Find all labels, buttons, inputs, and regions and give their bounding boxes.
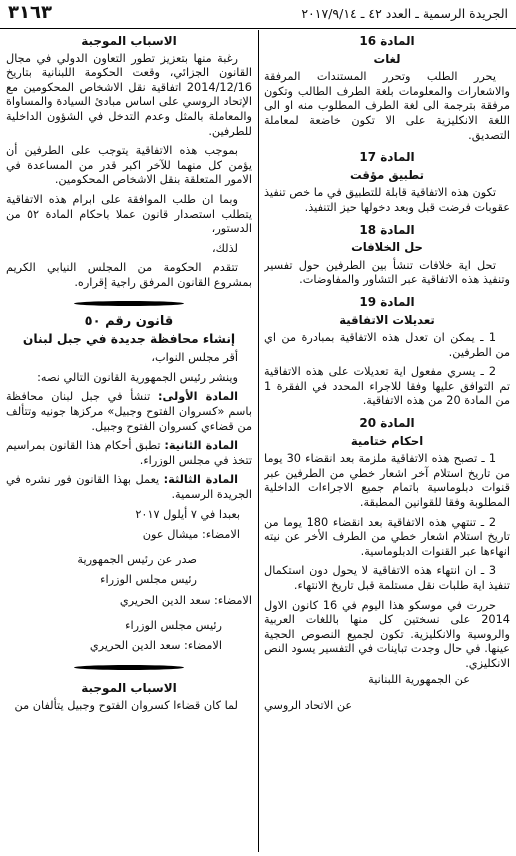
reasons-para-5: تتقدم الحكومة من المجلس النيابي الكريم بمشروع القانون المرفق راجية إقراره. <box>6 261 252 289</box>
reasons-para-1: رغبة منها بتعزيز تطور التعاون الدولي في مجال القانون الجزائي، وقعت الحكومة اللبنانية بتاريخ 2014/12/16 اتفاقية نقل الاشخاص المحكومين مع الإتحاد الروسي على اساس مبادئ السيادة والمساواة والمعاملة بالمثل وعدم التدخل في الشؤون الداخلية للطرفين. <box>6 51 252 138</box>
reasons2-para-1: لما كان قضاءا كسروان الفتوح وجبيل يتألفان من <box>14 698 238 712</box>
article-20-para-4: حررت في موسكو هذا اليوم في 16 كانون الاول 2014 على نسختين كل منها باللغات العربية والروسية والانكليزية. تكون لجميع النصوص الحجية عينها. في حال وجدت تباينات في التفسير يسود النص الانكليزي. <box>264 598 510 670</box>
signature-president: الامضاء: ميشال عون <box>142 528 240 542</box>
article-1-text: تنشأ في جبل لبنان محافظة باسم «كسروان الفتوح وجبيل» مركزها جونيه وتتألف من قضاءي كسروان الفتوح وجبيل. <box>6 390 252 433</box>
reasons-para-4: لذلك، <box>212 241 238 255</box>
enactment-line-1: أقر مجلس النواب، <box>151 351 238 365</box>
signature-pm-1: الامضاء: سعد الدين الحريري <box>119 594 252 607</box>
article-16-subtitle: لغات <box>373 51 401 66</box>
article-20-para-1: 1 ـ تصبح هذه الاتفاقية ملزمة بعد انقضاء 30 يوما من تاريخ استلام آخر اشعار خطي من الطرفين عبر قنوات دبلوماسية باتمام جميع الاجراءات الداخلية المطلوبة وفقا للقوانين المطبقة. <box>264 452 510 510</box>
reasons-title: الاسباب الموجبة <box>81 34 177 48</box>
article-2 <box>6 439 252 468</box>
article-2-label: المادة الثانية: <box>164 439 238 453</box>
reasons-title-2: الاسباب الموجبة <box>81 681 177 696</box>
law-number: قانون رقم ٥٠ <box>84 314 174 330</box>
article-3-label: المادة الثالثة: <box>163 473 238 487</box>
article-19-subtitle: تعديلات الاتفاقية <box>339 312 435 327</box>
date-line: بعبدا في ٧ أيلول ٢٠١٧ <box>135 507 240 521</box>
article-20-para-2: 2 ـ تنتهي هذه الاتفاقية بعد انقضاء 180 يوما من تاريخ استلام اشعار خطي من الطرف الأخر عن نيته انهاءها عبر القنوات الدبلوماسية. <box>264 515 510 558</box>
article-19-para-1: 1 ـ يمكن ان تعدل هذه الاتفاقية بمبادرة من اي من الطرفين. <box>264 331 510 359</box>
article-16-text: يحرر الطلب وتحرر المستندات المرفقة والاشعارات والمعلومات بلغة الطرف الطالب وتكون مرفقة بترجمة الى لغة الطرف المطلوب منه او الى اللغة الانكليزية على الا تكون خاضعة لمعاملة التصديق. <box>264 70 510 142</box>
section-divider-2 <box>6 660 252 675</box>
reasons-para-3: وبما ان طلب الموافقة على ابرام هذه الاتفاقية يتطلب استصدار قانون عملا باحكام المادة ٥٢ من الدستور، <box>6 192 252 236</box>
article-3 <box>6 473 252 502</box>
right-column <box>264 32 510 852</box>
article-3-text: يعمل بهذا القانون فور نشره في الجريدة الرسمية. <box>6 473 252 502</box>
article-18-text: تحل اية خلافات تنشأ بين الطرفين حول تفسير وتنفيذ هذه الاتفاقية عبر التشاور والمفاوضات. <box>264 258 510 287</box>
article-1 <box>6 390 252 434</box>
article-20-title: المادة 20 <box>359 416 415 431</box>
issued-by-president: صدر عن رئيس الجمهورية <box>77 552 197 566</box>
law-title: إنشاء محافظة جديدة في جبل لبنان <box>22 331 236 346</box>
left-column <box>6 32 252 852</box>
article-19-title: المادة 19 <box>359 294 415 309</box>
signature-pm-2: الامضاء: سعد الدين الحريري <box>89 639 222 653</box>
column-divider <box>258 30 259 852</box>
article-1-label: المادة الأولى: <box>158 390 238 404</box>
article-20-subtitle: احكام ختامية <box>350 433 424 448</box>
page-number: ٣١٦٣ <box>8 2 52 23</box>
article-16-title: المادة 16 <box>359 34 415 48</box>
signature-russia: عن الاتحاد الروسي <box>264 699 353 713</box>
article-17-text: تكون هذه الاتفاقية قابلة للتطبيق في ما خص تنفيذ عقوبات فرضت قبل وبعد دخولها حيز التنفيذ. <box>264 186 510 214</box>
article-20-para-3: 3 ـ ان انتهاء هذه الاتفاقية لا يحول دون استكمال تنفيذ اية طلبات نقل مستلمة قبل تاريخ الانتهاء. <box>264 564 510 592</box>
article-2-text: تطبق أحكام هذا القانون بمراسيم تتخذ في مجلس الوزراء. <box>6 439 252 467</box>
signature-lebanon: عن الجمهورية اللبنانية <box>368 672 470 686</box>
article-18-title: المادة 18 <box>359 222 415 237</box>
section-divider <box>6 296 252 311</box>
article-18-subtitle: حل الخلافات <box>351 240 423 255</box>
article-17-subtitle: تطبيق مؤقت <box>350 167 424 182</box>
page-header <box>0 0 516 29</box>
enactment-line-2: وينشر رئيس الجمهورية القانون التالي نصه: <box>37 370 238 384</box>
article-19-para-2: 2 ـ يسري مفعول اية تعديلات على هذه الاتفاقية تم التوافق عليها وفقا للاجراء المحدد في الفقرة 1 من المادة 20 من هذه الاتفاقية. <box>264 365 510 408</box>
pm-title-2: رئيس مجلس الوزراء <box>125 618 222 632</box>
reasons-para-2: بموجب هذه الاتفاقية يتوجب على الطرفين أن يؤمن كل منهما للآخر اكبر قدر من المساعدة في الامور المتعلقة بنقل الاشخاص المحكومين. <box>6 144 252 187</box>
article-17-title: المادة 17 <box>359 150 415 165</box>
pm-title-1: رئيس مجلس الوزراء <box>100 573 197 587</box>
running-title: الجريدة الرسمية ـ العدد ٤٢ ـ ٢٠١٧/٩/١٤ <box>301 6 508 21</box>
